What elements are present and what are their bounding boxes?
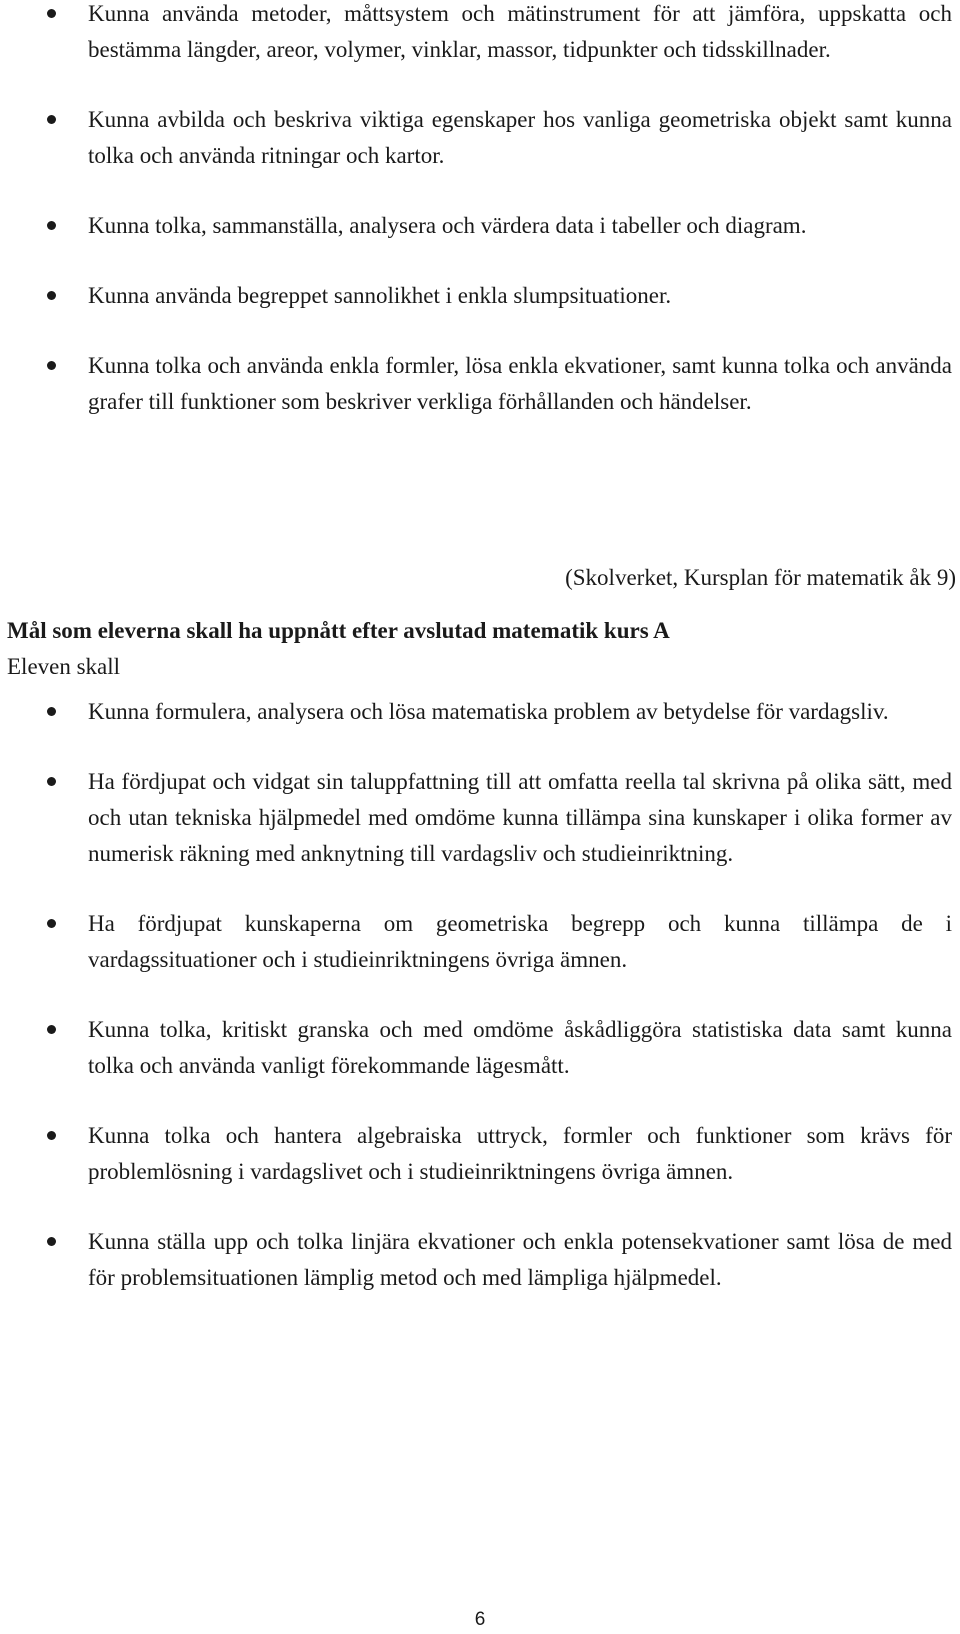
list-item-text: Kunna använda begreppet sannolikhet i enkla slumpsituationer. bbox=[88, 283, 672, 308]
list-item bbox=[0, 102, 956, 174]
bullet-icon bbox=[47, 707, 56, 716]
list-item bbox=[0, 0, 956, 68]
list-item-text: Kunna tolka, kritiskt granska och med omdöme åskådliggöra statistiska data samt kunna tolka och använda vanligt förekommande lägesmått. bbox=[88, 1017, 952, 1078]
bullet-icon bbox=[47, 1237, 56, 1246]
bullet-icon bbox=[47, 221, 56, 230]
list-item-text: Kunna avbilda och beskriva viktiga egenskaper hos vanliga geometriska objekt samt kunna tolka och använda ritningar och kartor. bbox=[88, 107, 952, 168]
bullet-icon bbox=[47, 1131, 56, 1140]
list-item-text: Kunna tolka och använda enkla formler, lösa enkla ekvationer, samt kunna tolka och använda grafer till funktioner som beskriver verkliga förhållanden och händelser. bbox=[88, 353, 952, 414]
bullet-icon bbox=[47, 361, 56, 370]
bullet-icon bbox=[47, 919, 56, 928]
list-item-text: Kunna ställa upp och tolka linjära ekvationer och enkla potensekvationer samt lösa de med för problemsituationen lämplig metod och med lämpliga hjälpmedel. bbox=[88, 1229, 952, 1290]
citation: (Skolverket, Kursplan för matematik åk 9) bbox=[565, 565, 956, 590]
list-item bbox=[0, 764, 956, 872]
goals-list-course-a bbox=[0, 694, 956, 1296]
bullet-icon bbox=[47, 9, 56, 18]
list-item-text: Kunna formulera, analysera och lösa matematiska problem av betydelse för vardagsliv. bbox=[88, 699, 889, 724]
list-item bbox=[0, 694, 956, 730]
bullet-icon bbox=[47, 1025, 56, 1034]
goals-list-grade9 bbox=[0, 0, 956, 420]
list-item bbox=[0, 1012, 956, 1084]
bullet-icon bbox=[47, 777, 56, 786]
list-item bbox=[0, 1118, 956, 1190]
page-number: 6 bbox=[474, 1609, 486, 1630]
list-item bbox=[0, 278, 956, 314]
list-item-text: Ha fördjupat kunskaperna om geometriska begrepp och kunna tillämpa de i vardagssituationer och i studieinriktningens övriga ämnen. bbox=[88, 911, 952, 972]
list-item bbox=[0, 208, 956, 244]
section-heading: Mål som eleverna skall ha uppnått efter avslutad matematik kurs A bbox=[7, 618, 670, 643]
list-item-text: Kunna tolka och hantera algebraiska uttryck, formler och funktioner som krävs för problemlösning i vardagslivet och i studieinriktningens övriga ämnen. bbox=[88, 1123, 952, 1184]
bullet-icon bbox=[47, 115, 56, 124]
list-item-text: Kunna tolka, sammanställa, analysera och värdera data i tabeller och diagram. bbox=[88, 213, 807, 238]
bullet-icon bbox=[47, 291, 56, 300]
list-item bbox=[0, 906, 956, 978]
intro-text: Eleven skall bbox=[7, 654, 121, 679]
list-item bbox=[0, 1224, 956, 1296]
list-item-text: Ha fördjupat och vidgat sin taluppfattning till att omfatta reella tal skrivna på olika sätt, med och utan tekniska hjälpmedel med omdöme kunna tillämpa sina kunskaper i olika former av numerisk räkning med anknytning till vardagsliv och studieinriktning. bbox=[88, 769, 952, 866]
list-item-text: Kunna använda metoder, måttsystem och mätinstrument för att jämföra, uppskatta och bestämma längder, areor, volymer, vinklar, massor, tidpunkter och tidsskillnader. bbox=[88, 1, 952, 62]
list-item bbox=[0, 348, 956, 420]
